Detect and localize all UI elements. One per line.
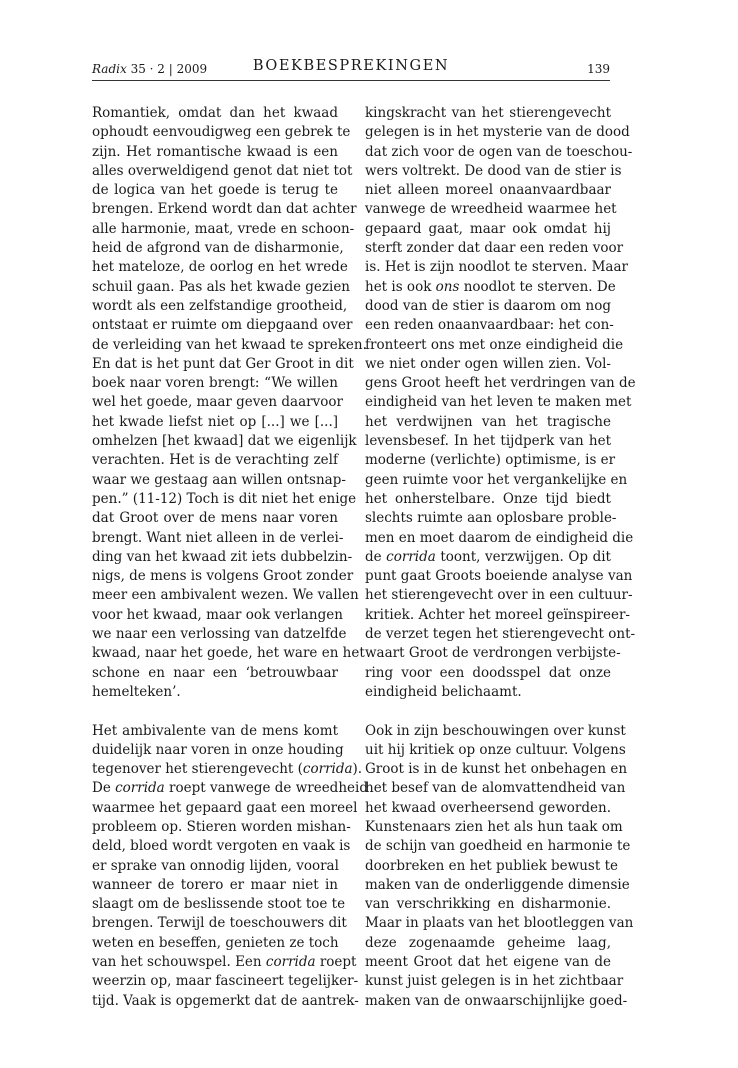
text-line: de verzet tegen het stierengevecht ont- bbox=[365, 626, 636, 643]
text-line: de verleiding van het kwaad te spreken. bbox=[92, 336, 367, 353]
header-rule bbox=[92, 80, 610, 81]
text-line: weerzin op, maar fascineert tegelijker- bbox=[92, 973, 359, 990]
text-line: gelegen is in het mysterie van de dood bbox=[365, 124, 630, 141]
text-line: De corrida roept vanwege de wreedheid bbox=[92, 780, 368, 797]
text-line: wordt als een zelfstandige grootheid, bbox=[92, 297, 348, 314]
text-line: we niet onder ogen willen zien. Vol- bbox=[365, 355, 611, 372]
text-line: hemelteken’. bbox=[92, 683, 181, 700]
text-line: dat Groot over de mens naar voren bbox=[92, 510, 338, 527]
text-line: ding van het kwaad zit iets dubbelzin- bbox=[92, 548, 353, 565]
text-line: boek naar voren brengt: “We willen bbox=[92, 375, 338, 392]
text-line: levensbesef. In het tijdperk van het bbox=[365, 433, 611, 450]
journal-name: Radix bbox=[92, 62, 127, 76]
text-line: is. Het is zijn noodlot te sterven. Maar bbox=[365, 259, 628, 276]
text-line: Kunstenaars zien het als hun taak om bbox=[365, 818, 623, 835]
italic-term: corrida bbox=[386, 548, 436, 565]
text-line: we naar een verlossing van datzelfde bbox=[92, 626, 347, 643]
text-line: moderne (verlichte) optimisme, is er bbox=[365, 452, 616, 469]
text-line: geen ruimte voor het vergankelijke en bbox=[365, 471, 628, 488]
text-line: probleem op. Stieren worden mishan- bbox=[92, 818, 351, 835]
section-title: BOEKBESPREKINGEN bbox=[252, 58, 450, 74]
text-line: zijn. Het romantische kwaad is een bbox=[92, 143, 338, 160]
right-column bbox=[365, 104, 636, 1011]
text-line: gens Groot heeft het verdringen van de bbox=[365, 375, 636, 392]
text-line: pen.” (11-12) Toch is dit niet het enige bbox=[92, 490, 357, 507]
italic-term: corrida bbox=[265, 954, 316, 971]
text-line: er sprake van onnodig lijden, vooral bbox=[92, 857, 339, 874]
text-line: wers voltrekt. De dood van de stier is bbox=[365, 162, 622, 179]
text-line: het is ook ons noodlot te sterven. De bbox=[365, 278, 616, 295]
text-line: verachten. Het is de verachting zelf bbox=[92, 452, 338, 469]
text-line: ring voor een doodsspel dat onze bbox=[365, 664, 611, 681]
running-header bbox=[92, 58, 610, 80]
text-line: En dat is het punt dat Ger Groot in dit bbox=[92, 355, 354, 372]
text-line: wanneer de torero er maar niet in bbox=[92, 876, 338, 893]
text-line: dood van de stier is daarom om nog bbox=[365, 297, 611, 314]
text-line: het mateloze, de oorlog en het wrede bbox=[92, 259, 348, 276]
text-line: meent Groot dat het eigene van de bbox=[365, 954, 611, 971]
text-line: doorbreken en het publiek bewust te bbox=[365, 857, 618, 874]
text-line: Het ambivalente van de mens komt bbox=[92, 722, 338, 739]
italic-term: ons bbox=[435, 278, 460, 295]
italic-term: corrida bbox=[115, 780, 165, 797]
text-line: vanwege de wreedheid waarmee het bbox=[365, 201, 617, 218]
text-line: kingskracht van het stierengevecht bbox=[365, 105, 611, 121]
text-line: nigs, de mens is volgens Groot zonder bbox=[92, 568, 354, 585]
text-line: de corrida toont, verzwijgen. Op dit bbox=[365, 548, 611, 565]
text-line: een reden onaanvaardbaar: het con- bbox=[365, 317, 614, 334]
text-line: weten en beseffen, genieten ze toch bbox=[92, 934, 339, 951]
text-line: omhelzen [het kwaad] dat we eigenlijk bbox=[92, 433, 357, 450]
text-line: deze zogenaamde geheime laag, bbox=[365, 934, 611, 951]
paragraph-gap bbox=[92, 702, 338, 721]
text-line: alles overweldigend genot dat niet tot bbox=[92, 162, 353, 179]
text-line: Ook in zijn beschouwingen over kunst bbox=[365, 722, 626, 739]
text-line: het besef van de alomvattendheid van bbox=[365, 780, 626, 797]
text-line: ontstaat er ruimte om diepgaand over bbox=[92, 317, 353, 334]
text-line: de schijn van goedheid en harmonie te bbox=[365, 838, 631, 855]
text-line: van verschrikking en disharmonie. bbox=[365, 896, 611, 913]
text-line: slechts ruimte aan oplosbare proble- bbox=[365, 510, 617, 527]
paragraph-gap bbox=[365, 702, 611, 721]
text-line: brengt. Want niet alleen in de verlei- bbox=[92, 529, 344, 546]
left-column bbox=[92, 104, 368, 1011]
left-paragraph-1 bbox=[92, 104, 367, 702]
text-line: het onherstelbare. Onze tijd biedt bbox=[365, 490, 611, 507]
text-line: eindigheid belichaamt. bbox=[365, 683, 522, 700]
page-number: 139 bbox=[587, 62, 610, 76]
text-line: fronteert ons met onze eindigheid die bbox=[365, 336, 624, 353]
text-line: Groot is in de kunst het onbehagen en bbox=[365, 761, 628, 778]
text-line: van het schouwspel. Een corrida roept bbox=[92, 954, 357, 971]
text-line: slaagt om de beslissende stoot toe te bbox=[92, 896, 346, 913]
text-line: Romantiek, omdat dan het kwaad bbox=[92, 105, 338, 121]
text-line: brengen. Terwijl de toeschouwers dit bbox=[92, 915, 347, 932]
text-line: deld, bloed wordt vergoten en vaak is bbox=[92, 838, 351, 855]
text-line: de logica van het goede is terug te bbox=[92, 182, 338, 199]
text-line: kunst juist gelegen is in het zichtbaar bbox=[365, 973, 624, 990]
text-line: maken van de onwaarschijnlijke goed- bbox=[365, 992, 628, 1009]
text-line: schuil gaan. Pas als het kwade gezien bbox=[92, 278, 351, 295]
text-line: kwaad, naar het goede, het ware en het bbox=[92, 645, 365, 662]
text-line: wel het goede, maar geven daarvoor bbox=[92, 394, 343, 411]
text-line: maken van de onderliggende dimensie bbox=[365, 876, 630, 893]
text-line: men en moet daarom de eindigheid die bbox=[365, 529, 634, 546]
text-line: waar we gestaag aan willen ontsnap- bbox=[92, 471, 346, 488]
text-line: het stierengevecht over in een cultuur- bbox=[365, 587, 633, 604]
text-line: Maar in plaats van het blootleggen van bbox=[365, 915, 634, 932]
left-paragraph-2 bbox=[92, 722, 368, 1011]
text-line: ophoudt eenvoudigweg een gebrek te bbox=[92, 124, 351, 141]
text-line: meer een ambivalent wezen. We vallen bbox=[92, 587, 359, 604]
text-line: uit hij kritiek op onze cultuur. Volgens bbox=[365, 741, 626, 758]
text-line: tegenover het stierengevecht (corrida). bbox=[92, 761, 363, 778]
text-line: niet alleen moreel onaanvaardbaar bbox=[365, 182, 611, 199]
text-line: gepaard gaat, maar ook omdat hij bbox=[365, 220, 611, 237]
right-paragraph-2 bbox=[365, 722, 634, 1011]
text-line: waarmee het gepaard gaat een moreel bbox=[92, 799, 358, 816]
text-line: dat zich voor de ogen van de toeschou- bbox=[365, 143, 633, 160]
text-line: tijd. Vaak is opgemerkt dat de aantrek- bbox=[92, 992, 359, 1009]
text-line: het kwade liefst niet op [...] we [...] bbox=[92, 413, 338, 430]
text-line: duidelijk naar voren in onze houding bbox=[92, 741, 344, 758]
text-line: kritiek. Achter het moreel geïnspireer- bbox=[365, 606, 630, 623]
text-line: voor het kwaad, maar ook verlangen bbox=[92, 606, 343, 623]
journal-issue: 35 · 2 | 2009 bbox=[130, 62, 208, 76]
text-line: punt gaat Groots boeiende analyse van bbox=[365, 568, 633, 585]
text-line: waart Groot de verdrongen verbijste- bbox=[365, 645, 621, 662]
text-line: het kwaad overheersend geworden. bbox=[365, 799, 611, 816]
text-line: schone en naar een ‘betrouwbaar bbox=[92, 664, 338, 681]
text-line: het verdwijnen van het tragische bbox=[365, 413, 611, 430]
text-line: brengen. Erkend wordt dan dat achter bbox=[92, 201, 357, 218]
text-line: alle harmonie, maat, vrede en schoon- bbox=[92, 220, 355, 237]
text-line: eindigheid van het leven te maken met bbox=[365, 394, 632, 411]
text-line: sterft zonder dat daar een reden voor bbox=[365, 240, 624, 257]
text-line: heid de afgrond van de disharmonie, bbox=[92, 240, 344, 257]
right-paragraph-1 bbox=[365, 104, 636, 702]
italic-term: corrida bbox=[302, 761, 353, 778]
